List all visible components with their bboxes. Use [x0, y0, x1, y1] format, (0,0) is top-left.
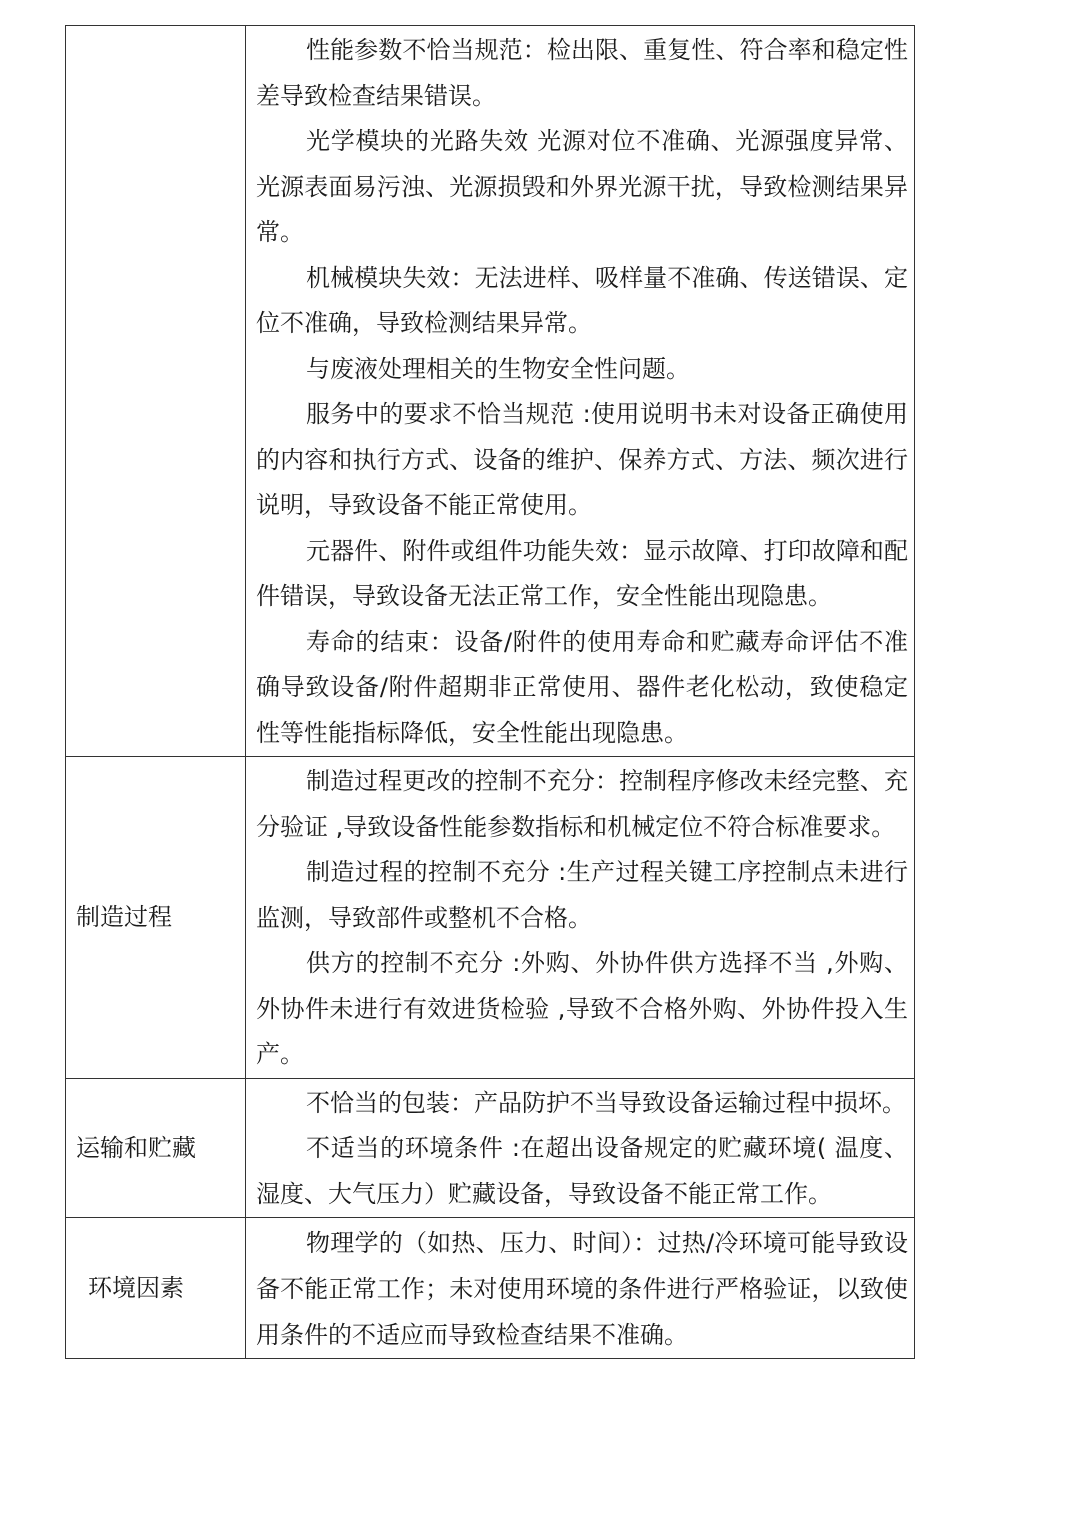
category-cell [66, 1218, 246, 1359]
description-paragraph: 元器件、附件或组件功能失效：显示故障、打印故障和配件错误，导致设备无法正常工作，安全性能出现隐患。 [256, 536, 908, 610]
description-paragraph: 性能参数不恰当规范：检出限、重复性、符合率和稳定性差导致检查结果错误。 [256, 36, 908, 110]
risk-table [65, 25, 915, 1359]
description-paragraph: 不适当的环境条件 :在超出设备规定的贮藏环境( 温度、湿度、大气压力）贮藏设备，导致设备不能正常工作。 [256, 1134, 908, 1208]
category-label: 环境因素 [88, 1274, 184, 1302]
description-cell [246, 26, 915, 757]
table-row [66, 757, 915, 1079]
description-paragraph: 与废液处理相关的生物安全性问题。 [306, 354, 690, 383]
description-paragraph: 机械模块失效：无法进样、吸样量不准确、传送错误、定位不准确，导致检测结果异常。 [256, 263, 908, 337]
description-paragraph: 制造过程的控制不充分 :生产过程关键工序控制点未进行监测，导致部件或整机不合格。 [256, 858, 908, 932]
category-label: 运输和贮藏 [76, 1133, 196, 1162]
description-paragraph: 服务中的要求不恰当规范 :使用说明书未对设备正确使用的内容和执行方式、设备的维护、保养方式、方法、频次进行说明，导致设备不能正常使用。 [256, 400, 908, 519]
category-cell [66, 1078, 246, 1218]
category-cell [66, 26, 246, 757]
description-paragraph: 寿命的结束：设备/附件的使用寿命和贮藏寿命评估不准确导致设备/附件超期非正常使用、器件老化松动，致使稳定性等性能指标降低，安全性能出现隐患。 [256, 627, 908, 747]
description-cell [246, 1078, 915, 1218]
table-row [66, 26, 915, 757]
category-label: 制造过程 [76, 903, 172, 932]
description-paragraph: 光学模块的光路失效 光源对位不准确、光源强度异常、光源表面易污浊、光源损毁和外界光源干扰，导致检测结果异常。 [256, 127, 908, 246]
table-row [66, 1218, 915, 1359]
description-cell [246, 1218, 915, 1359]
category-cell [66, 757, 246, 1079]
description-paragraph: 不恰当的包装：产品防护不当导致设备运输过程中损坏。 [306, 1088, 906, 1117]
description-paragraph: 物理学的（如热、压力、时间）：过热/冷环境可能导致设备不能正常工作；未对使用环境的条件进行严格验证，以致使用条件的不适应而导致检查结果不准确。 [256, 1229, 908, 1349]
description-paragraph: 制造过程更改的控制不充分：控制程序修改未经完整、充分验证 ,导致设备性能参数指标和机械定位不符合标准要求。 [256, 767, 908, 841]
table-row [66, 1078, 915, 1218]
description-paragraph: 供方的控制不充分 :外购、外协件供方选择不当 ,外购、外协件未进行有效进货检验 ,导致不合格外购、外协件投入生产。 [256, 949, 908, 1068]
description-cell [246, 757, 915, 1079]
